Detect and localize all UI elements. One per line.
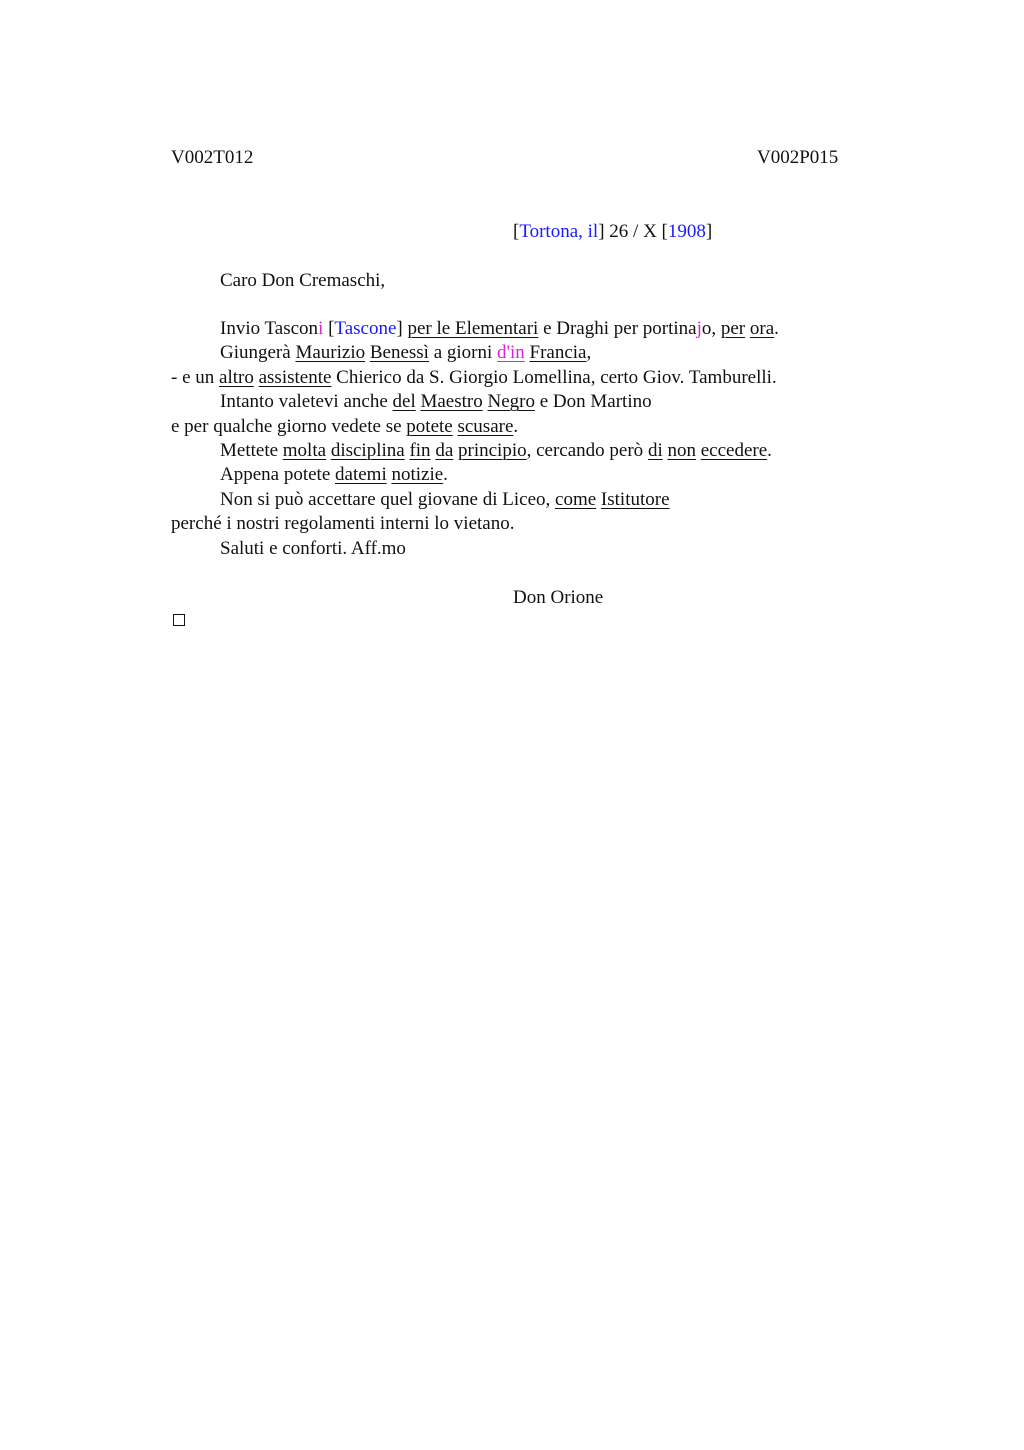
document-code-left: V002T012 [171,147,254,168]
underlined-word: assistente [258,366,332,388]
letter-line [171,439,861,463]
text-segment: , cercando però [526,439,648,461]
text-segment: Non si può accettare quel giovane di Liceo, [220,488,556,510]
text-segment: . [513,415,519,437]
date-bracket-close: ] [598,221,605,242]
editorial-correction: d'in [497,342,525,364]
underlined-word: molta [282,439,327,461]
underlined-word: datemi [335,464,387,486]
text-segment: . [443,464,448,486]
letter-signature: Don Orione [513,587,604,608]
letter-line [171,366,861,390]
text-segment: [ [323,318,335,339]
date-year-close: ] [705,221,713,242]
underlined-word: altro [219,366,254,388]
underlined-word: Maestro [420,391,483,413]
text-segment: e Don Martino [534,391,652,413]
underlined-word: Maurizio [295,342,366,364]
date-day-month: 26 / X [604,221,662,242]
text-segment: - e un [171,366,220,388]
editorial-correction: j [696,318,702,339]
underlined-word: Francia [529,342,587,364]
date-year-open: [ [661,221,668,242]
underlined-word: fin [409,439,431,461]
date-place: Tortona, il [519,221,599,242]
underlined-word: Istitutore [600,488,670,510]
underlined-word: non [667,439,696,461]
text-segment: e Draghi per portina [538,318,697,339]
editorial-correction: i [318,318,324,339]
document-code-right: V002P015 [757,147,839,168]
letter-line [171,463,861,487]
underlined-word: da [435,439,454,461]
underlined-word: scusare [457,415,514,437]
underlined-word: disciplina [330,439,405,461]
underlined-word: notizie [391,464,444,486]
editorial-addition: Tascone [334,318,397,339]
letter-line [171,317,861,341]
date-year: 1908 [667,221,706,242]
underlined-word: per [720,318,746,339]
underlined-word: di [647,439,663,461]
letter-line [171,390,861,414]
letter-line [171,341,861,365]
text-segment: . [767,439,772,461]
letter-line [171,537,861,561]
underlined-word: per le Elementari [407,318,539,339]
letter-line [171,415,861,439]
underlined-word: come [555,488,597,510]
text-segment: Intanto valetevi anche [220,391,393,413]
letter-line [171,512,861,536]
text-segment: . [774,318,779,339]
letter-line [171,488,861,512]
underlined-word: Negro [487,391,535,413]
text-segment: Chierico da S. Giorgio Lomellina, certo Giov. Tamburelli. [331,366,777,388]
text-segment: e per qualche giorno vedete se [171,415,407,437]
underlined-word: ora [749,318,775,339]
letter-salutation: Caro Don Cremaschi, [220,270,386,291]
underlined-word: potete [406,415,453,437]
underlined-word: Benessì [369,342,429,364]
letter-date [513,220,712,244]
date-bracket-open: [ [513,221,520,242]
text-segment: o, [701,318,721,339]
text-segment: Invio Tascon [220,318,319,339]
text-segment: perché i nostri regolamenti interni lo vietano. [171,513,515,535]
underlined-word: eccedere [700,439,768,461]
letter-body [171,317,861,561]
text-segment: Mettete [220,439,283,461]
text-segment: Appena potete [220,464,336,486]
underlined-word: del [392,391,416,413]
square-outline-icon [173,614,185,626]
underlined-word: principio [458,439,527,461]
text-segment: a giorni [428,342,498,364]
text-segment: , [586,342,592,364]
text-segment: ] [396,318,408,339]
text-segment: Saluti e conforti. Aff.mo [220,537,406,559]
text-segment: Giungerà [220,342,296,364]
